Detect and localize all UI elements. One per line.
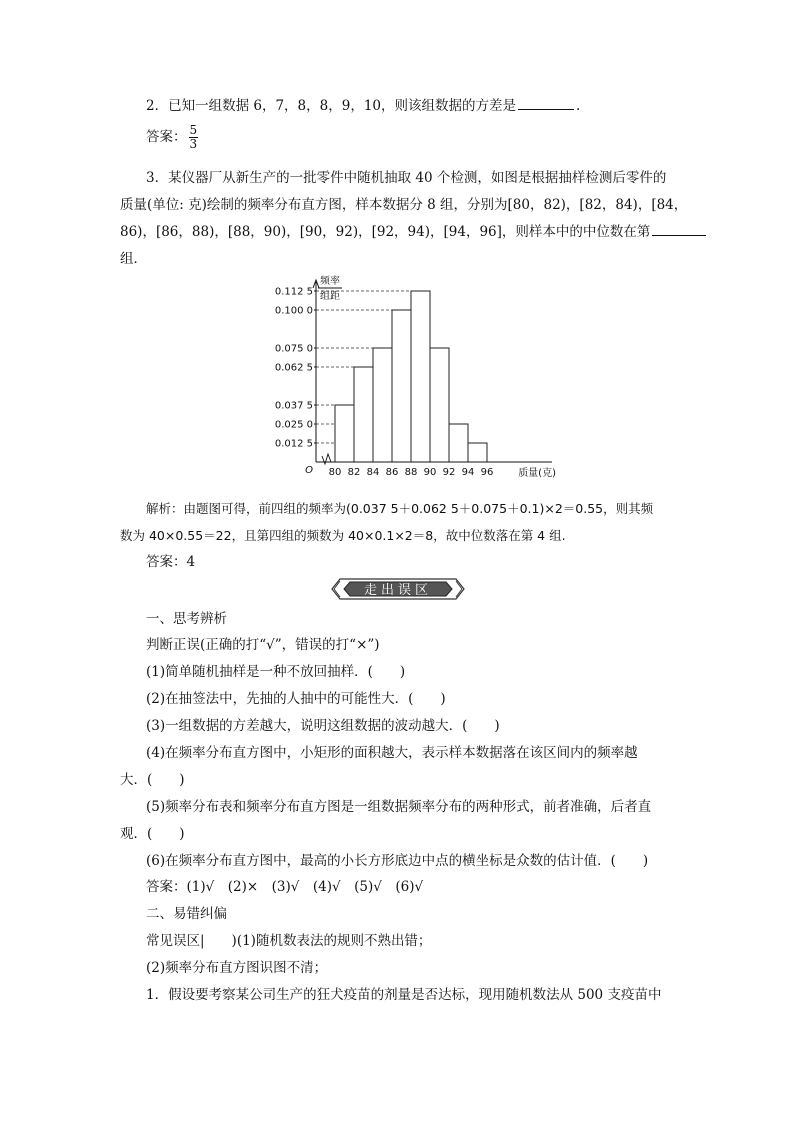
section2-line-1: 常见误区| )(1)随机数表法的规则不熟出错；	[146, 933, 432, 949]
histogram-bar	[430, 348, 449, 462]
q3-answer: 答案：4	[146, 554, 196, 570]
item-6: (6)在频率分布直方图中，最高的小长方形底边中点的横坐标是众数的估计值．( )	[146, 853, 649, 869]
q2-answer-fraction	[189, 124, 199, 151]
item-4-line-1: (4)在频率分布直方图中，小矩形的面积越大，表示样本数据落在该区间内的频率越	[146, 745, 638, 761]
section1-answer: 答案：(1)√ (2)× (3)√ (4)√ (5)√ (6)√	[146, 879, 424, 895]
histogram-bar	[373, 348, 392, 462]
item-2: (2)在抽签法中，先抽的人抽中的可能性大．( )	[146, 691, 446, 707]
q2-answer	[146, 124, 198, 151]
y-tick-label: 0.100 0	[274, 305, 313, 317]
q3-line-3-text: 86)，[86，88)，[88，90)，[90，92)，[92，94)，[94，96]，则样本中的中位数在第	[120, 224, 651, 240]
histogram-bar	[468, 443, 487, 462]
y-tick-label: 0.112 5	[274, 286, 313, 298]
histogram-bar	[411, 291, 430, 462]
item-5-line-2: 观．( )	[120, 826, 185, 842]
origin-label: O	[305, 465, 313, 476]
q2-line	[146, 97, 580, 115]
fraction-denominator: 3	[189, 137, 198, 151]
item-1: (1)简单随机抽样是一种不放回抽样．( )	[146, 664, 406, 680]
section2-line-3: 1．假设要考察某公司生产的狂犬疫苗的剂量是否达标，现用随机数法从 500 支疫苗中	[146, 987, 662, 1003]
frequency-histogram	[270, 270, 560, 492]
x-tick-label: 90	[423, 467, 437, 478]
q3-line-3	[120, 223, 706, 241]
y-axis-label-top: 频率	[320, 276, 340, 287]
histogram-bar	[449, 424, 468, 462]
q3-line-2: 质量(单位: 克)绘制的频率分布直方图，样本数据分 8 组，分别为[80，82)，[82，84)，[84，	[120, 197, 688, 213]
x-tick-label: 86	[385, 467, 399, 478]
histogram-bar	[392, 310, 411, 462]
section1-title: 一、思考辨析	[146, 611, 227, 627]
section1-instruction: 判断正误(正确的打“√”，错误的打“×”)	[146, 637, 380, 653]
section2-title: 二、易错纠偏	[146, 906, 227, 922]
x-tick-label: 80	[328, 467, 342, 478]
x-tick-label: 84	[366, 467, 380, 478]
y-tick-label: 0.075 0	[274, 343, 313, 355]
x-tick-label: 96	[480, 467, 494, 478]
q3-line-4: 组．	[120, 251, 147, 267]
banner-text: 走出误区	[363, 583, 433, 598]
q2-end: .	[576, 98, 581, 114]
q2-text: 2．已知一组数据 6，7，8，8，9，10，则该组数据的方差是	[146, 98, 517, 114]
x-axis-label: 质量(克)	[518, 468, 556, 479]
y-axis-label-bottom: 组距	[320, 291, 340, 302]
q2-answer-blank[interactable]	[518, 97, 574, 110]
q3-answer-blank[interactable]	[652, 223, 706, 236]
y-tick-label: 0.012 5	[274, 438, 313, 450]
section-banner	[330, 578, 466, 600]
q3-line-1: 3．某仪器厂从新生产的一批零件中随机抽取 40 个检测，如图是根据抽样检测后零件的	[146, 170, 667, 186]
x-tick-label: 88	[404, 467, 418, 478]
item-3: (3)一组数据的方差越大，说明这组数据的波动越大．( )	[146, 718, 500, 734]
section2-line-2: (2)频率分布直方图识图不清；	[146, 960, 328, 976]
y-tick-label: 0.025 0	[274, 419, 313, 431]
item-5-line-1: (5)频率分布表和频率分布直方图是一组数据频率分布的两种形式，前者准确，后者直	[146, 799, 652, 815]
solution-line-1: 解析：由题图可得，前四组的频率为(0.037 5＋0.062 5＋0.075＋0.1)×2＝0.55，则其频	[146, 501, 654, 516]
q2-answer-label: 答案：	[146, 129, 187, 145]
x-tick-label: 94	[461, 467, 475, 478]
x-tick-label: 82	[347, 467, 361, 478]
item-4-line-2: 大．( )	[120, 772, 185, 788]
histogram-bar	[335, 405, 354, 462]
solution-line-2: 数为 40×0.55＝22，且第四组的频数为 40×0.1×2＝8，故中位数落在第 4 组.	[120, 528, 566, 543]
banner-frame	[330, 578, 466, 600]
fraction-numerator: 5	[189, 123, 198, 137]
histogram-bar	[354, 367, 373, 462]
y-tick-label: 0.037 5	[274, 400, 313, 412]
y-tick-label: 0.062 5	[274, 362, 313, 374]
x-tick-label: 92	[442, 467, 456, 478]
